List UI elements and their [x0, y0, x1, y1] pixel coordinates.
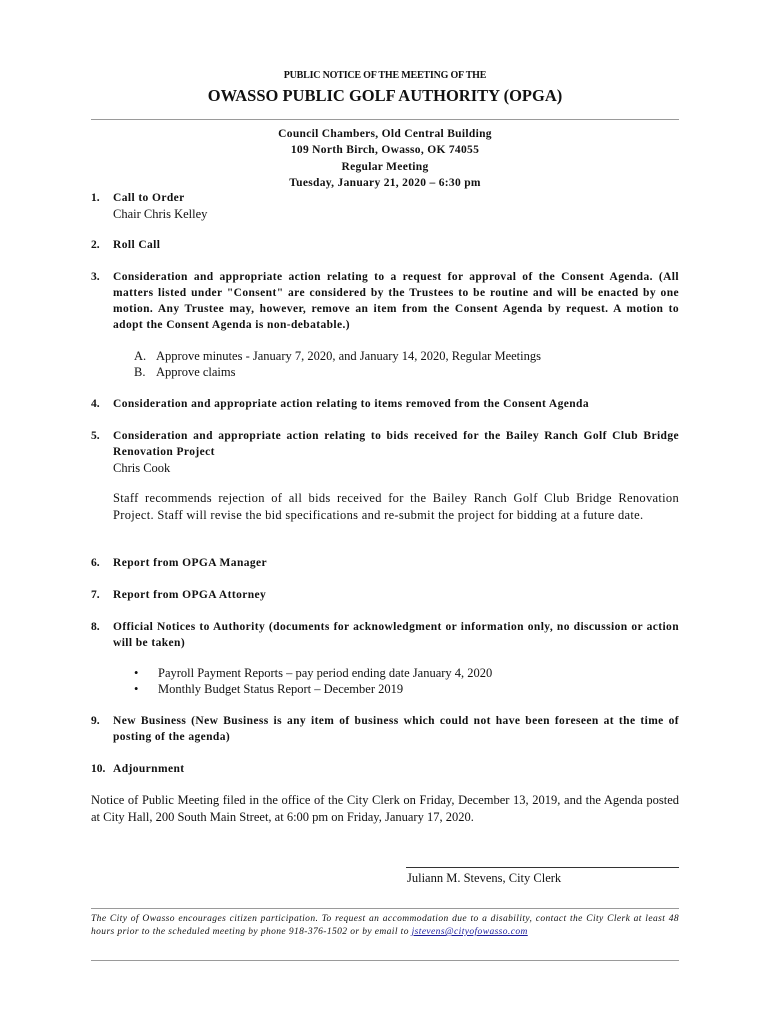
- item-title: Consideration and appropriate action relating to items removed from the Consent Agenda: [113, 398, 589, 410]
- item-number: 1.: [91, 192, 100, 204]
- item-title: Roll Call: [113, 239, 161, 251]
- item-title: Call to Order: [113, 192, 185, 204]
- agenda-item-6: [91, 555, 679, 571]
- item-number: 6.: [91, 557, 100, 569]
- pre-title: PUBLIC NOTICE OF THE MEETING OF THE: [283, 70, 487, 81]
- consent-item-b: [134, 364, 236, 381]
- bullet-text: Monthly Budget Status Report – December 2019: [158, 682, 404, 696]
- bullet-icon: •: [134, 666, 139, 680]
- item-number: 2.: [91, 239, 100, 251]
- subitem-text: Approve claims: [156, 365, 236, 379]
- agenda-item-1: [91, 190, 679, 222]
- clerk-email-link[interactable]: jstevens@cityofowasso.com: [411, 927, 528, 937]
- signature-line: [406, 867, 679, 868]
- agenda-item-9: [91, 713, 679, 745]
- item-5-recommendation: Staff recommends rejection of all bids received for the Bailey Ranch Golf Club Bridge Renovation Project. Staff will revise the bid specifications and re-submit the project for bidding at a future date.: [113, 491, 679, 522]
- item-number: 7.: [91, 589, 100, 601]
- bullet-text: Payroll Payment Reports – pay period ending date January 4, 2020: [158, 666, 493, 680]
- notice-bullet-2: [134, 681, 403, 698]
- item-number: 4.: [91, 398, 100, 410]
- item-number: 3.: [91, 271, 100, 283]
- agenda-item-7: [91, 587, 679, 603]
- item-title: New Business (New Business is any item of business which could not have been foreseen at the time of posting of the agenda): [113, 715, 679, 743]
- consent-item-a: [134, 348, 541, 365]
- item-title: Adjournment: [113, 763, 185, 775]
- page-title: OWASSO PUBLIC GOLF AUTHORITY (OPGA): [207, 86, 563, 105]
- meeting-type: Regular Meeting: [341, 160, 429, 173]
- agenda-item-5: [91, 428, 679, 476]
- item-number: 5.: [91, 430, 100, 442]
- meeting-address: 109 North Birch, Owasso, OK 74055: [290, 144, 480, 157]
- meeting-datetime: Tuesday, January 21, 2020 – 6:30 pm: [289, 176, 481, 189]
- item-title: Consideration and appropriate action relating to a request for approval of the Consent Agenda. (All matters listed under "Consent" are considered by the Trustees to be routine and will be enacted by one motion. Any Trustee may, however, remove an item from the Consent Agenda by request. A motion to adopt the Consent Agenda is non-debatable.): [113, 271, 679, 331]
- item-presenter: Chris Cook: [113, 461, 171, 475]
- public-notice: Notice of Public Meeting filed in the office of the City Clerk on Friday, December 13, 2019, and the Agenda posted at City Hall, 200 South Main Street, at 6:00 pm on Friday, January 17, 2020.: [91, 793, 679, 824]
- item-title: Report from OPGA Attorney: [113, 589, 267, 601]
- footer-divider-top: [91, 908, 679, 909]
- footer-text: The City of Owasso encourages citizen participation. To request an accommodation due to a disability, contact the City Clerk at least 48 hours prior to the scheduled meeting by phone 918-376-1502 or by email to: [91, 914, 679, 937]
- item-number: 10.: [91, 763, 106, 775]
- subitem-letter: B.: [134, 365, 146, 379]
- subitem-text: Approve minutes - January 7, 2020, and January 14, 2020, Regular Meetings: [156, 349, 541, 363]
- item-presenter: Chair Chris Kelley: [113, 207, 208, 221]
- meeting-info: [0, 126, 770, 191]
- item-number: 9.: [91, 715, 100, 727]
- item-number: 8.: [91, 621, 100, 633]
- agenda-item-8: [91, 619, 679, 651]
- signature-name: Juliann M. Stevens, City Clerk: [407, 871, 562, 885]
- subitem-letter: A.: [134, 349, 147, 363]
- footer-divider-bottom: [91, 960, 679, 961]
- item-title: Consideration and appropriate action relating to bids received for the Bailey Ranch Golf Club Bridge Renovation Project: [113, 430, 679, 458]
- item-title: Report from OPGA Manager: [113, 557, 268, 569]
- accessibility-footer: [91, 913, 679, 939]
- agenda-item-4: [91, 396, 679, 412]
- agenda-item-2: [91, 237, 679, 253]
- meeting-location: Council Chambers, Old Central Building: [278, 128, 492, 140]
- notice-bullet-1: [134, 665, 492, 682]
- agenda-item-10: [91, 761, 679, 777]
- title-divider: [91, 119, 679, 120]
- bullet-icon: •: [134, 682, 139, 696]
- item-title: Official Notices to Authority (documents for acknowledgment or information only, no discussion or action will be taken): [113, 621, 679, 649]
- agenda-item-3: [91, 269, 679, 333]
